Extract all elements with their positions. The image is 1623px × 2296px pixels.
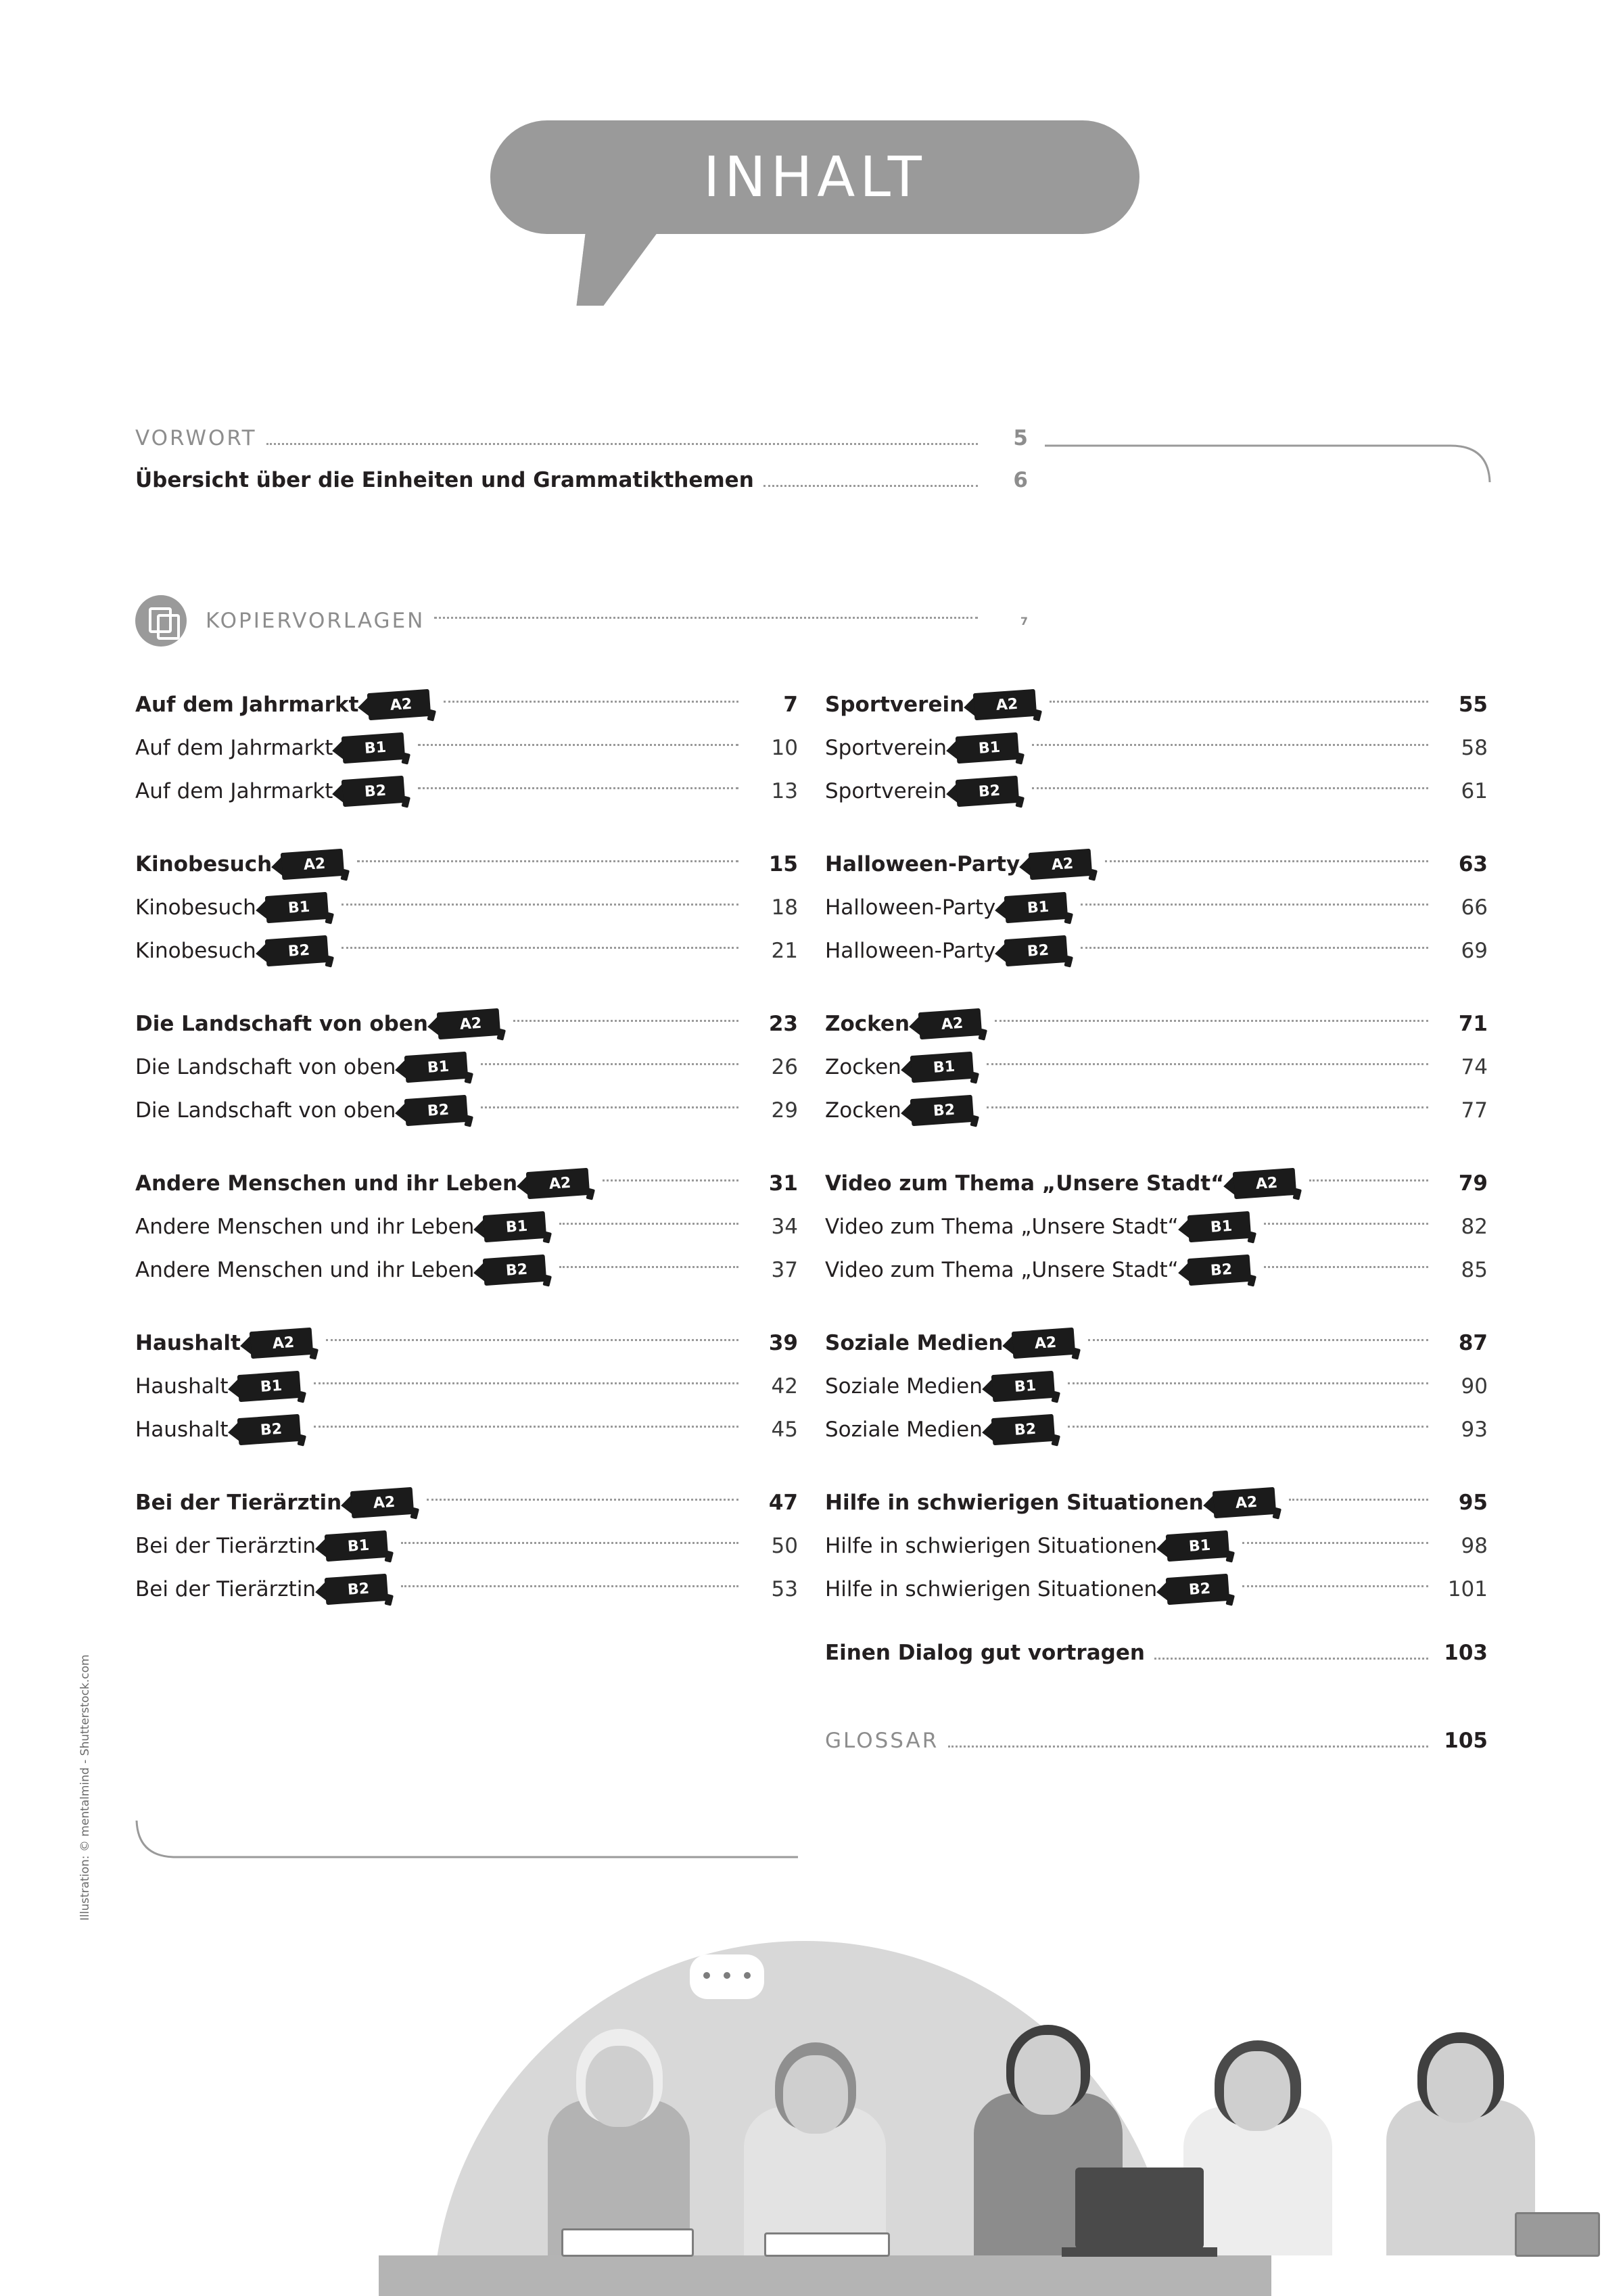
- entry-page: 29: [771, 1098, 798, 1123]
- toc-entry[interactable]: [825, 886, 1488, 929]
- copy-icon: [135, 595, 187, 647]
- entry-page: 15: [768, 852, 798, 876]
- level-tag-a2: A2: [437, 1008, 501, 1039]
- entry-title: Haushalt: [135, 1418, 229, 1442]
- leader-dots: [1081, 947, 1428, 949]
- entry-page: 42: [771, 1374, 798, 1399]
- entry-title: Hilfe in schwierigen Situationen: [825, 1534, 1158, 1558]
- entry-title: Auf dem Jahrmarkt: [135, 693, 359, 717]
- entry-title: Auf dem Jahrmarkt: [135, 779, 333, 803]
- leader-dots: [513, 1020, 738, 1022]
- leader-dots: [1081, 904, 1428, 906]
- level-tag-a2: A2: [1233, 1168, 1297, 1199]
- leader-dots: [342, 947, 738, 949]
- leader-dots: [401, 1542, 738, 1544]
- toc-column-left: [135, 683, 798, 1641]
- entry-title: Zocken: [825, 1055, 901, 1079]
- toc-entry[interactable]: [135, 1481, 798, 1524]
- toc-group: [825, 1002, 1488, 1132]
- title-speech-bubble: [490, 120, 1139, 234]
- level-tag-b2: B2: [1166, 1574, 1230, 1605]
- leader-dots: [427, 1499, 738, 1501]
- entry-title: Sportverein: [825, 736, 947, 760]
- level-tag-b1: B1: [265, 892, 329, 923]
- toc-row-vorwort[interactable]: [135, 426, 1028, 468]
- level-tag-a2: A2: [1213, 1487, 1277, 1518]
- leader-dots: [357, 860, 738, 862]
- toc-entry[interactable]: [825, 683, 1488, 726]
- level-tag-b2: B2: [265, 935, 329, 966]
- leader-dots: [1032, 744, 1428, 746]
- level-tag-b1: B1: [1187, 1211, 1251, 1242]
- entry-page: 98: [1461, 1534, 1488, 1558]
- leader-dots: [1105, 860, 1428, 862]
- toc-entry[interactable]: [135, 1321, 798, 1365]
- person-body: [1386, 2100, 1535, 2255]
- toc-page-vorwort: 5: [1013, 426, 1028, 450]
- entry-page: 50: [771, 1534, 798, 1558]
- level-tag-b1: B1: [404, 1052, 469, 1083]
- toc-entry[interactable]: [825, 770, 1488, 813]
- level-tag-a2: A2: [526, 1168, 590, 1199]
- entry-title: Haushalt: [135, 1331, 241, 1355]
- toc-entry[interactable]: [135, 683, 798, 726]
- toc-entry[interactable]: [135, 1408, 798, 1451]
- toc-group: [135, 843, 798, 973]
- toc-column-right: [825, 683, 1488, 1772]
- toc-entry[interactable]: [825, 1481, 1488, 1524]
- book-icon: [561, 2228, 694, 2257]
- toc-label-vorwort: VORWORT: [135, 426, 257, 450]
- level-tag-b2: B2: [910, 1095, 974, 1126]
- toc-row-uebersicht[interactable]: [135, 468, 1028, 510]
- bottom-illustration: [0, 1914, 1623, 2296]
- leader-dots: [763, 485, 978, 487]
- toc-entry[interactable]: [825, 1408, 1488, 1451]
- entry-title: Bei der Tierärztin: [135, 1491, 342, 1515]
- toc-label-glossar: GLOSSAR: [825, 1729, 939, 1753]
- leader-dots: [418, 744, 738, 746]
- entry-title: Video zum Thema „Unsere Stadt“: [825, 1215, 1179, 1239]
- entry-page: 10: [771, 736, 798, 760]
- leader-dots: [1032, 787, 1428, 789]
- toc-entry[interactable]: [135, 1248, 798, 1292]
- leader-dots: [1088, 1339, 1428, 1341]
- entry-title: Kinobesuch: [135, 939, 256, 963]
- toc-row-kopiervorlagen[interactable]: [135, 595, 1028, 647]
- toc-page-dialog: 103: [1444, 1641, 1488, 1665]
- entry-page: 66: [1461, 895, 1488, 920]
- level-tag-b2: B2: [991, 1414, 1056, 1445]
- illustration-credit: Illustration: © mentalmind - Shutterstock.com: [78, 1654, 92, 1921]
- level-tag-b1: B1: [237, 1371, 301, 1402]
- level-tag-b1: B1: [342, 732, 406, 764]
- level-tag-a2: A2: [250, 1328, 314, 1359]
- entry-page: 74: [1461, 1055, 1488, 1079]
- leader-dots: [481, 1063, 738, 1065]
- leader-dots: [434, 617, 978, 619]
- leader-dots: [418, 787, 738, 789]
- entry-title: Die Landschaft von oben: [135, 1098, 396, 1123]
- toc-group: [825, 1162, 1488, 1292]
- entry-title: Auf dem Jahrmarkt: [135, 736, 333, 760]
- speech-bubble-small: [690, 1954, 764, 1999]
- level-tag-b1: B1: [991, 1371, 1056, 1402]
- person-head: [586, 2046, 653, 2127]
- toc-entry[interactable]: [135, 1162, 798, 1205]
- toc-group: [825, 1321, 1488, 1451]
- entry-page: 47: [768, 1491, 798, 1515]
- toc-entry[interactable]: [825, 1046, 1488, 1089]
- level-tag-b2: B2: [956, 776, 1020, 807]
- person-head: [1427, 2043, 1493, 2123]
- leader-dots: [603, 1179, 738, 1181]
- speech-bubble-small: [1112, 1961, 1183, 2003]
- toc-entry[interactable]: [825, 1568, 1488, 1611]
- entry-page: 23: [768, 1012, 798, 1036]
- leader-dots: [314, 1382, 738, 1384]
- toc-group: [825, 683, 1488, 813]
- toc-entry[interactable]: [825, 1205, 1488, 1248]
- level-tag-b1: B1: [910, 1052, 974, 1083]
- entry-page: 37: [771, 1258, 798, 1282]
- level-tag-a2: A2: [973, 689, 1037, 720]
- entry-page: 101: [1447, 1577, 1488, 1601]
- leader-dots: [342, 904, 738, 906]
- level-tag-a2: A2: [1012, 1328, 1076, 1359]
- entry-title: Soziale Medien: [825, 1374, 983, 1399]
- toc-label-dialog: Einen Dialog gut vortragen: [825, 1641, 1145, 1665]
- leader-dots: [987, 1063, 1428, 1065]
- toc-entry[interactable]: [825, 1365, 1488, 1408]
- entry-page: 93: [1461, 1418, 1488, 1442]
- level-tag-b1: B1: [956, 732, 1020, 764]
- toc-entry[interactable]: [825, 929, 1488, 973]
- entry-page: 71: [1458, 1012, 1488, 1036]
- entry-title: Video zum Thema „Unsere Stadt“: [825, 1258, 1179, 1282]
- leader-dots: [481, 1106, 738, 1108]
- level-tag-a2: A2: [918, 1008, 983, 1039]
- entry-page: 95: [1458, 1491, 1488, 1515]
- toc-entry[interactable]: [135, 1205, 798, 1248]
- entry-title: Sportverein: [825, 779, 947, 803]
- toc-group: [825, 843, 1488, 973]
- toc-group: [135, 1481, 798, 1611]
- leader-dots: [1264, 1223, 1428, 1225]
- leader-dots: [987, 1106, 1428, 1108]
- toc-entry[interactable]: [135, 1002, 798, 1046]
- toc-entry[interactable]: [135, 843, 798, 886]
- toc-entry[interactable]: [135, 1365, 798, 1408]
- entry-title: Zocken: [825, 1012, 910, 1036]
- toc-label-uebersicht: Übersicht über die Einheiten und Grammatikthemen: [135, 468, 754, 492]
- toc-page-kopiervorlagen: 7: [1020, 614, 1028, 628]
- toc-entry[interactable]: [135, 929, 798, 973]
- level-tag-a2: A2: [350, 1487, 415, 1518]
- entry-page: 87: [1458, 1331, 1488, 1355]
- level-tag-a2: A2: [367, 689, 431, 720]
- entry-title: Soziale Medien: [825, 1331, 1004, 1355]
- leader-dots: [326, 1339, 738, 1341]
- level-tag-b2: B2: [237, 1414, 301, 1445]
- level-tag-b1: B1: [483, 1211, 547, 1242]
- entry-title: Kinobesuch: [135, 895, 256, 920]
- toc-group: [135, 1162, 798, 1292]
- entry-title: Zocken: [825, 1098, 901, 1123]
- entry-page: 21: [771, 939, 798, 963]
- leader-dots: [1050, 701, 1428, 703]
- level-tag-b2: B2: [1187, 1255, 1251, 1286]
- entry-page: 7: [783, 693, 798, 717]
- toc-group: [135, 683, 798, 813]
- level-tag-b2: B2: [483, 1255, 547, 1286]
- entry-title: Halloween-Party: [825, 852, 1020, 876]
- person-head: [1224, 2051, 1290, 2131]
- book-icon: [1515, 2212, 1600, 2257]
- toc-top-section: [135, 426, 1028, 510]
- entry-title: Andere Menschen und ihr Leben: [135, 1258, 475, 1282]
- toc-entry[interactable]: [135, 1046, 798, 1089]
- entry-page: 69: [1461, 939, 1488, 963]
- leader-dots: [266, 443, 978, 445]
- entry-title: Halloween-Party: [825, 939, 996, 963]
- book-icon: [764, 2232, 890, 2257]
- entry-title: Video zum Thema „Unsere Stadt“: [825, 1171, 1225, 1196]
- toc-entry[interactable]: [825, 1162, 1488, 1205]
- entry-title: Andere Menschen und ihr Leben: [135, 1171, 518, 1196]
- entry-title: Hilfe in schwierigen Situationen: [825, 1577, 1158, 1601]
- leader-dots: [559, 1223, 738, 1225]
- leader-dots: [1289, 1499, 1428, 1501]
- entry-page: 18: [771, 895, 798, 920]
- decorative-curve-top-right: [1045, 443, 1491, 484]
- level-tag-b2: B2: [325, 1574, 389, 1605]
- level-tag-b2: B2: [404, 1095, 469, 1126]
- toc-entry[interactable]: [825, 1089, 1488, 1132]
- entry-page: 61: [1461, 779, 1488, 803]
- entry-page: 63: [1458, 852, 1488, 876]
- level-tag-b2: B2: [342, 776, 406, 807]
- level-tag-b2: B2: [1004, 935, 1068, 966]
- level-tag-b1: B1: [1004, 892, 1068, 923]
- toc-entry[interactable]: [825, 1524, 1488, 1568]
- entry-title: Bei der Tierärztin: [135, 1577, 316, 1601]
- person-head: [783, 2055, 848, 2134]
- entry-page: 77: [1461, 1098, 1488, 1123]
- leader-dots: [444, 701, 738, 703]
- entry-page: 79: [1458, 1171, 1488, 1196]
- toc-entry[interactable]: [825, 1321, 1488, 1365]
- toc-entry[interactable]: [135, 770, 798, 813]
- laptop-screen: [1075, 2168, 1204, 2249]
- entry-title: Halloween-Party: [825, 895, 996, 920]
- entry-page: 53: [771, 1577, 798, 1601]
- entry-page: 13: [771, 779, 798, 803]
- toc-label-kopiervorlagen: KOPIERVORLAGEN: [206, 609, 425, 633]
- speech-bubble-tail: [577, 223, 665, 306]
- entry-title: Die Landschaft von oben: [135, 1055, 396, 1079]
- leader-dots: [948, 1746, 1428, 1748]
- entry-page: 82: [1461, 1215, 1488, 1239]
- illustration-desk: [379, 2255, 1271, 2296]
- toc-group: [825, 1481, 1488, 1611]
- entry-page: 39: [768, 1331, 798, 1355]
- toc-entry[interactable]: [825, 1002, 1488, 1046]
- leader-dots: [1242, 1542, 1428, 1544]
- entry-page: 58: [1461, 736, 1488, 760]
- leader-dots: [559, 1266, 738, 1268]
- entry-page: 45: [771, 1418, 798, 1442]
- entry-title: Andere Menschen und ihr Leben: [135, 1215, 475, 1239]
- toc-group: [135, 1002, 798, 1132]
- leader-dots: [1242, 1585, 1428, 1587]
- page-title: INHALT: [703, 145, 926, 210]
- entry-page: 85: [1461, 1258, 1488, 1282]
- leader-dots: [1264, 1266, 1428, 1268]
- leader-dots: [401, 1585, 738, 1587]
- toc-entry[interactable]: [825, 726, 1488, 770]
- level-tag-a2: A2: [1029, 849, 1093, 880]
- toc-entry[interactable]: [135, 1524, 798, 1568]
- laptop-icon: [1062, 2247, 1217, 2257]
- leader-dots: [314, 1426, 738, 1428]
- entry-title: Kinobesuch: [135, 852, 273, 876]
- toc-entry[interactable]: [825, 843, 1488, 886]
- entry-page: 26: [771, 1055, 798, 1079]
- entry-title: Bei der Tierärztin: [135, 1534, 316, 1558]
- leader-dots: [1154, 1658, 1428, 1660]
- entry-title: Haushalt: [135, 1374, 229, 1399]
- entry-title: Die Landschaft von oben: [135, 1012, 428, 1036]
- level-tag-b1: B1: [325, 1530, 389, 1562]
- toc-row-dialog[interactable]: [825, 1641, 1488, 1684]
- level-tag-a2: A2: [281, 849, 345, 880]
- entry-title: Soziale Medien: [825, 1418, 983, 1442]
- entry-page: 55: [1458, 693, 1488, 717]
- entry-title: Hilfe in schwierigen Situationen: [825, 1491, 1204, 1515]
- entry-page: 90: [1461, 1374, 1488, 1399]
- leader-dots: [995, 1020, 1428, 1022]
- toc-entry[interactable]: [135, 886, 798, 929]
- toc-entry[interactable]: [135, 1089, 798, 1132]
- toc-row-glossar[interactable]: [825, 1729, 1488, 1772]
- toc-entry[interactable]: [825, 1248, 1488, 1292]
- level-tag-b1: B1: [1166, 1530, 1230, 1562]
- toc-entry[interactable]: [135, 726, 798, 770]
- toc-group: [135, 1321, 798, 1451]
- leader-dots: [1309, 1179, 1428, 1181]
- leader-dots: [1068, 1382, 1428, 1384]
- toc-entry[interactable]: [135, 1568, 798, 1611]
- toc-page-glossar: 105: [1444, 1729, 1488, 1753]
- leader-dots: [1068, 1426, 1428, 1428]
- entry-title: Sportverein: [825, 693, 965, 717]
- entry-page: 31: [768, 1171, 798, 1196]
- toc-page-uebersicht: 6: [1013, 468, 1028, 492]
- entry-page: 34: [771, 1215, 798, 1239]
- person-head: [1014, 2035, 1081, 2115]
- decorative-curve-bottom-left: [135, 1819, 798, 1860]
